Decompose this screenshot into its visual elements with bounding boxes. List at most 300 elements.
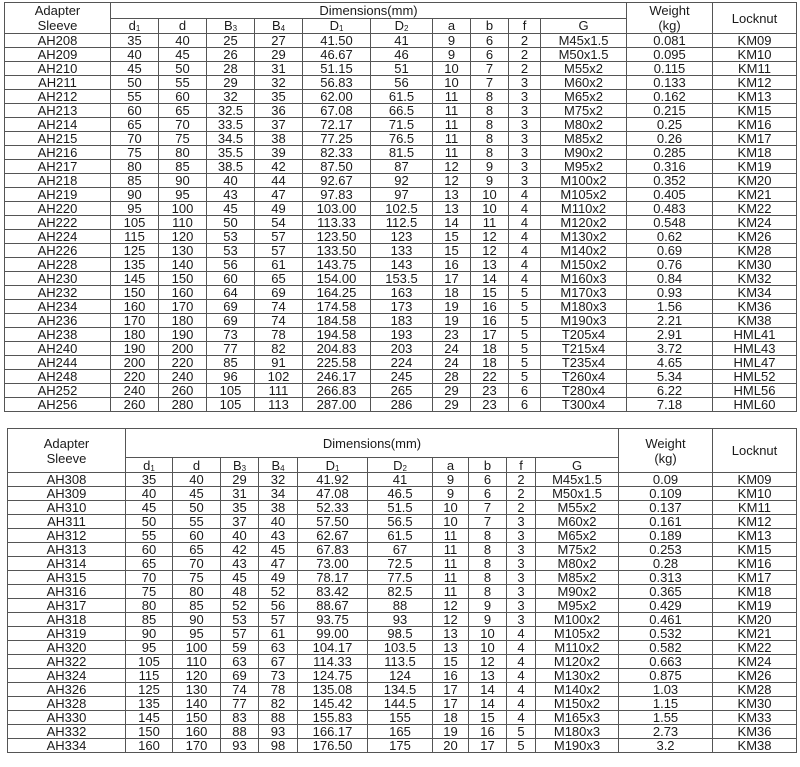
cell-d1: 50	[111, 76, 159, 90]
cell-locknut: KM20	[713, 174, 797, 188]
cell-D2: 193	[371, 328, 433, 342]
cell-D1: 204.83	[303, 342, 371, 356]
subheader-symbol: B	[232, 457, 242, 473]
cell-a: 13	[433, 627, 469, 641]
cell-G: M180x3	[541, 300, 627, 314]
cell-b3: 42	[221, 543, 259, 557]
cell-d: 50	[173, 501, 221, 515]
cell-D1: 62.67	[298, 529, 368, 543]
subheader-symbol: D	[329, 18, 339, 34]
cell-adapter-sleeve: AH232	[5, 286, 111, 300]
cell-D1: 99.00	[298, 627, 368, 641]
cell-d1: 105	[111, 216, 159, 230]
cell-adapter-sleeve: AH215	[5, 132, 111, 146]
cell-d1: 150	[126, 725, 173, 739]
cell-d: 160	[159, 286, 207, 300]
cell-d: 110	[173, 655, 221, 669]
cell-G: M95x2	[536, 599, 619, 613]
cell-d1: 75	[126, 585, 173, 599]
cell-f: 4	[507, 655, 536, 669]
cell-b3: 38.5	[207, 160, 255, 174]
cell-d1: 260	[111, 398, 159, 412]
cell-b3: 63	[221, 655, 259, 669]
cell-locknut: KM21	[713, 627, 797, 641]
cell-weight: 0.461	[619, 613, 713, 627]
cell-b: 8	[469, 529, 507, 543]
cell-G: M75x2	[536, 543, 619, 557]
cell-D2: 72.5	[368, 557, 433, 571]
cell-weight: 0.09	[619, 473, 713, 487]
cell-locknut: KM15	[713, 543, 797, 557]
cell-weight: 4.65	[627, 356, 713, 370]
cell-G: T280x4	[541, 384, 627, 398]
cell-b3: 45	[221, 571, 259, 585]
cell-G: M75x2	[541, 104, 627, 118]
table-row	[5, 286, 797, 300]
table-row	[5, 216, 797, 230]
cell-b: 22	[471, 370, 509, 384]
cell-d1: 80	[126, 599, 173, 613]
cell-locknut: KM32	[713, 272, 797, 286]
cell-f: 2	[507, 501, 536, 515]
cell-d: 130	[173, 683, 221, 697]
cell-D1: 97.83	[303, 188, 371, 202]
cell-G: T205x4	[541, 328, 627, 342]
cell-d: 90	[173, 613, 221, 627]
cell-adapter-sleeve: AH212	[5, 90, 111, 104]
table-row	[8, 487, 797, 501]
cell-d: 140	[173, 697, 221, 711]
cell-D2: 87	[371, 160, 433, 174]
cell-D1: 176.50	[298, 739, 368, 753]
cell-D2: 286	[371, 398, 433, 412]
cell-weight: 0.548	[627, 216, 713, 230]
cell-adapter-sleeve: AH211	[5, 76, 111, 90]
cell-D2: 51.5	[368, 501, 433, 515]
cell-d1: 90	[126, 627, 173, 641]
cell-b: 16	[471, 300, 509, 314]
cell-D1: 287.00	[303, 398, 371, 412]
cell-b: 11	[471, 216, 509, 230]
cell-G: M110x2	[536, 641, 619, 655]
table-row	[5, 342, 797, 356]
cell-adapter-sleeve: AH222	[5, 216, 111, 230]
cell-f: 5	[507, 725, 536, 739]
cell-f: 4	[509, 230, 541, 244]
cell-G: T215x4	[541, 342, 627, 356]
cell-D2: 98.5	[368, 627, 433, 641]
cell-d: 80	[173, 585, 221, 599]
cell-G: M100x2	[541, 174, 627, 188]
cell-d1: 35	[111, 34, 159, 48]
cell-b3: 77	[207, 342, 255, 356]
cell-d: 80	[159, 146, 207, 160]
cell-d1: 50	[126, 515, 173, 529]
cell-G: M190x3	[541, 314, 627, 328]
table-row	[5, 118, 797, 132]
cell-locknut: KM12	[713, 515, 797, 529]
header-weight-line1: Weight	[645, 435, 686, 451]
cell-D1: 194.58	[303, 328, 371, 342]
cell-b4: 82	[255, 342, 303, 356]
cell-d: 180	[159, 314, 207, 328]
cell-a: 11	[433, 90, 471, 104]
cell-weight: 0.26	[627, 132, 713, 146]
cell-D2: 175	[368, 739, 433, 753]
cell-a: 10	[433, 515, 469, 529]
header-adapter-sleeve	[8, 429, 126, 473]
cell-b: 7	[469, 501, 507, 515]
subheader-d	[173, 458, 221, 473]
cell-b: 17	[469, 739, 507, 753]
cell-d1: 105	[126, 655, 173, 669]
cell-locknut: KM16	[713, 557, 797, 571]
table-row	[8, 697, 797, 711]
subheader-symbol: b	[485, 18, 494, 34]
cell-f: 3	[507, 529, 536, 543]
cell-locknut: KM33	[713, 711, 797, 725]
cell-D2: 88	[368, 599, 433, 613]
cell-b: 6	[471, 34, 509, 48]
cell-D1: 174.58	[303, 300, 371, 314]
cell-locknut: KM18	[713, 146, 797, 160]
cell-locknut: HML47	[713, 356, 797, 370]
cell-b4: 36	[255, 104, 303, 118]
cell-d: 95	[159, 188, 207, 202]
cell-d1: 95	[126, 641, 173, 655]
cell-G: M110x2	[541, 202, 627, 216]
cell-locknut: KM24	[713, 216, 797, 230]
cell-adapter-sleeve: AH228	[5, 258, 111, 272]
cell-D1: 135.08	[298, 683, 368, 697]
cell-adapter-sleeve: AH311	[8, 515, 126, 529]
cell-D2: 113.5	[368, 655, 433, 669]
cell-f: 3	[509, 160, 541, 174]
subheader-d1	[111, 18, 159, 34]
cell-d: 95	[173, 627, 221, 641]
cell-adapter-sleeve: AH219	[5, 188, 111, 202]
cell-f: 3	[509, 174, 541, 188]
cell-G: M80x2	[541, 118, 627, 132]
cell-d1: 65	[126, 557, 173, 571]
cell-G: M85x2	[536, 571, 619, 585]
cell-weight: 0.663	[619, 655, 713, 669]
table-row	[8, 543, 797, 557]
cell-b4: 57	[255, 230, 303, 244]
cell-b: 9	[471, 174, 509, 188]
cell-D1: 47.08	[298, 487, 368, 501]
cell-locknut: KM20	[713, 613, 797, 627]
subheader-D2	[371, 18, 433, 34]
cell-locknut: KM12	[713, 76, 797, 90]
cell-D1: 57.50	[298, 515, 368, 529]
cell-locknut: KM22	[713, 641, 797, 655]
cell-a: 13	[433, 641, 469, 655]
cell-a: 17	[433, 697, 469, 711]
cell-locknut: KM11	[713, 501, 797, 515]
cell-D1: 62.00	[303, 90, 371, 104]
cell-b3: 28	[207, 62, 255, 76]
table-row	[8, 473, 797, 487]
subheader-symbol: b	[483, 457, 492, 473]
subheader-d1	[126, 458, 173, 473]
cell-G: M130x2	[541, 230, 627, 244]
subheader-b4	[255, 18, 303, 34]
header-weight-line2: (kg)	[658, 18, 681, 33]
cell-D1: 41.92	[298, 473, 368, 487]
cell-a: 11	[433, 571, 469, 585]
cell-locknut: KM36	[713, 725, 797, 739]
cell-G: T235x4	[541, 356, 627, 370]
cell-adapter-sleeve: AH240	[5, 342, 111, 356]
table-body	[8, 473, 797, 753]
subheader-b3	[207, 18, 255, 34]
table-row	[8, 501, 797, 515]
subheader-f	[509, 18, 541, 34]
cell-b3: 43	[207, 188, 255, 202]
cell-b3: 37	[221, 515, 259, 529]
cell-b: 14	[471, 272, 509, 286]
header-locknut: Locknut	[713, 429, 797, 473]
cell-b4: 29	[255, 48, 303, 62]
cell-d1: 115	[126, 669, 173, 683]
cell-a: 9	[433, 473, 469, 487]
cell-b: 7	[469, 515, 507, 529]
cell-adapter-sleeve: AH213	[5, 104, 111, 118]
header-weight-line2: (kg)	[654, 450, 677, 466]
table-row	[8, 711, 797, 725]
header-adapter-line2: Sleeve	[46, 450, 87, 466]
cell-adapter-sleeve: AH244	[5, 356, 111, 370]
cell-b4: 67	[259, 655, 298, 669]
cell-f: 4	[509, 244, 541, 258]
cell-weight: 0.582	[619, 641, 713, 655]
cell-D2: 82.5	[368, 585, 433, 599]
subheader-symbol: d	[143, 457, 151, 473]
cell-weight: 0.109	[619, 487, 713, 501]
cell-weight: 0.316	[627, 160, 713, 174]
cell-locknut: KM26	[713, 230, 797, 244]
cell-D2: 56	[371, 76, 433, 90]
cell-D1: 114.33	[298, 655, 368, 669]
cell-b3: 64	[207, 286, 255, 300]
header-adapter-sleeve	[5, 3, 111, 34]
cell-b: 9	[469, 613, 507, 627]
cell-weight: 0.28	[619, 557, 713, 571]
cell-D1: 87.50	[303, 160, 371, 174]
cell-weight: 0.137	[619, 501, 713, 515]
cell-f: 3	[507, 557, 536, 571]
cell-d1: 45	[126, 501, 173, 515]
cell-f: 2	[507, 473, 536, 487]
cell-adapter-sleeve: AH318	[8, 613, 126, 627]
cell-G: M140x2	[541, 244, 627, 258]
table-row	[8, 571, 797, 585]
cell-locknut: HML41	[713, 328, 797, 342]
subheader-b3	[221, 458, 259, 473]
cell-D2: 123	[371, 230, 433, 244]
cell-a: 12	[433, 174, 471, 188]
cell-weight: 1.55	[619, 711, 713, 725]
cell-locknut: KM09	[713, 34, 797, 48]
subheader-symbol: G	[571, 457, 583, 473]
table-row	[8, 627, 797, 641]
cell-G: M85x2	[541, 132, 627, 146]
cell-f: 4	[507, 711, 536, 725]
cell-D1: 82.33	[303, 146, 371, 160]
cell-b: 8	[471, 90, 509, 104]
cell-G: M120x2	[541, 216, 627, 230]
cell-d1: 115	[111, 230, 159, 244]
cell-locknut: KM28	[713, 683, 797, 697]
cell-D2: 56.5	[368, 515, 433, 529]
table-row	[8, 641, 797, 655]
cell-f: 4	[509, 216, 541, 230]
cell-b: 23	[471, 384, 509, 398]
subheader-symbol: G	[578, 18, 589, 34]
cell-f: 3	[507, 599, 536, 613]
cell-D1: 155.83	[298, 711, 368, 725]
cell-adapter-sleeve: AH234	[5, 300, 111, 314]
cell-b3: 43	[221, 557, 259, 571]
cell-adapter-sleeve: AH314	[8, 557, 126, 571]
cell-D1: 143.75	[303, 258, 371, 272]
cell-locknut: KM09	[713, 473, 797, 487]
cell-d1: 90	[111, 188, 159, 202]
cell-d: 190	[159, 328, 207, 342]
cell-G: M90x2	[536, 585, 619, 599]
header-weight	[619, 429, 713, 473]
cell-a: 11	[433, 557, 469, 571]
table-row	[5, 62, 797, 76]
cell-G: M45x1.5	[541, 34, 627, 48]
cell-weight: 5.34	[627, 370, 713, 384]
table-row	[8, 613, 797, 627]
cell-locknut: KM19	[713, 599, 797, 613]
cell-weight: 0.133	[627, 76, 713, 90]
cell-D1: 145.42	[298, 697, 368, 711]
cell-d1: 240	[111, 384, 159, 398]
cell-D1: 67.08	[303, 104, 371, 118]
cell-b: 16	[471, 314, 509, 328]
subheader-D1	[298, 458, 368, 473]
cell-weight: 0.76	[627, 258, 713, 272]
cell-b3: 88	[221, 725, 259, 739]
cell-adapter-sleeve: AH210	[5, 62, 111, 76]
cell-D2: 41	[371, 34, 433, 48]
cell-b: 18	[471, 356, 509, 370]
cell-adapter-sleeve: AH220	[5, 202, 111, 216]
cell-f: 5	[509, 300, 541, 314]
cell-locknut: KM17	[713, 132, 797, 146]
cell-b: 6	[471, 48, 509, 62]
table-row	[5, 272, 797, 286]
cell-adapter-sleeve: AH317	[8, 599, 126, 613]
cell-b3: 105	[207, 384, 255, 398]
cell-D2: 46.5	[368, 487, 433, 501]
cell-a: 23	[433, 328, 471, 342]
cell-locknut: KM16	[713, 118, 797, 132]
cell-adapter-sleeve: AH208	[5, 34, 111, 48]
cell-b3: 35.5	[207, 146, 255, 160]
subheader-symbol: B	[271, 18, 281, 34]
cell-G: M170x3	[541, 286, 627, 300]
cell-D1: 113.33	[303, 216, 371, 230]
cell-b3: 40	[207, 174, 255, 188]
table-row	[5, 258, 797, 272]
cell-b: 10	[471, 188, 509, 202]
cell-f: 3	[509, 76, 541, 90]
subheader-d	[159, 18, 207, 34]
table-body	[5, 34, 797, 412]
cell-locknut: HML60	[713, 398, 797, 412]
table-row	[8, 683, 797, 697]
cell-D1: 83.42	[298, 585, 368, 599]
table-row	[5, 34, 797, 48]
cell-adapter-sleeve: AH330	[8, 711, 126, 725]
cell-b: 14	[469, 683, 507, 697]
table-row	[5, 384, 797, 398]
cell-b3: 60	[207, 272, 255, 286]
cell-a: 15	[433, 230, 471, 244]
cell-D2: 92	[371, 174, 433, 188]
cell-d1: 220	[111, 370, 159, 384]
cell-b4: 61	[255, 258, 303, 272]
cell-d: 70	[173, 557, 221, 571]
cell-D2: 183	[371, 314, 433, 328]
cell-b4: 38	[255, 132, 303, 146]
cell-G: M50x1.5	[536, 487, 619, 501]
cell-b4: 47	[259, 557, 298, 571]
cell-b: 8	[469, 543, 507, 557]
cell-D2: 61.5	[371, 90, 433, 104]
subheader-D2	[368, 458, 433, 473]
cell-b4: 65	[255, 272, 303, 286]
cell-G: M130x2	[536, 669, 619, 683]
table-row	[5, 146, 797, 160]
cell-adapter-sleeve: AH310	[8, 501, 126, 515]
cell-f: 3	[509, 132, 541, 146]
cell-b3: 26	[207, 48, 255, 62]
cell-locknut: KM24	[713, 655, 797, 669]
cell-b: 9	[471, 160, 509, 174]
cell-b3: 69	[207, 314, 255, 328]
cell-locknut: KM17	[713, 571, 797, 585]
cell-d: 200	[159, 342, 207, 356]
cell-weight: 0.313	[619, 571, 713, 585]
cell-d1: 160	[126, 739, 173, 753]
cell-weight: 0.84	[627, 272, 713, 286]
cell-b3: 29	[221, 473, 259, 487]
cell-b3: 32	[207, 90, 255, 104]
cell-b4: 74	[255, 314, 303, 328]
subheader-a	[433, 18, 471, 34]
cell-f: 3	[507, 515, 536, 529]
cell-weight: 2.73	[619, 725, 713, 739]
cell-a: 15	[433, 244, 471, 258]
cell-a: 18	[433, 286, 471, 300]
cell-a: 10	[433, 76, 471, 90]
cell-adapter-sleeve: AH316	[8, 585, 126, 599]
cell-d: 280	[159, 398, 207, 412]
cell-G: M60x2	[536, 515, 619, 529]
cell-weight: 0.285	[627, 146, 713, 160]
cell-G: M105x2	[541, 188, 627, 202]
cell-G: M160x3	[541, 272, 627, 286]
subheader-b	[471, 18, 509, 34]
cell-f: 3	[507, 543, 536, 557]
cell-a: 29	[433, 398, 471, 412]
